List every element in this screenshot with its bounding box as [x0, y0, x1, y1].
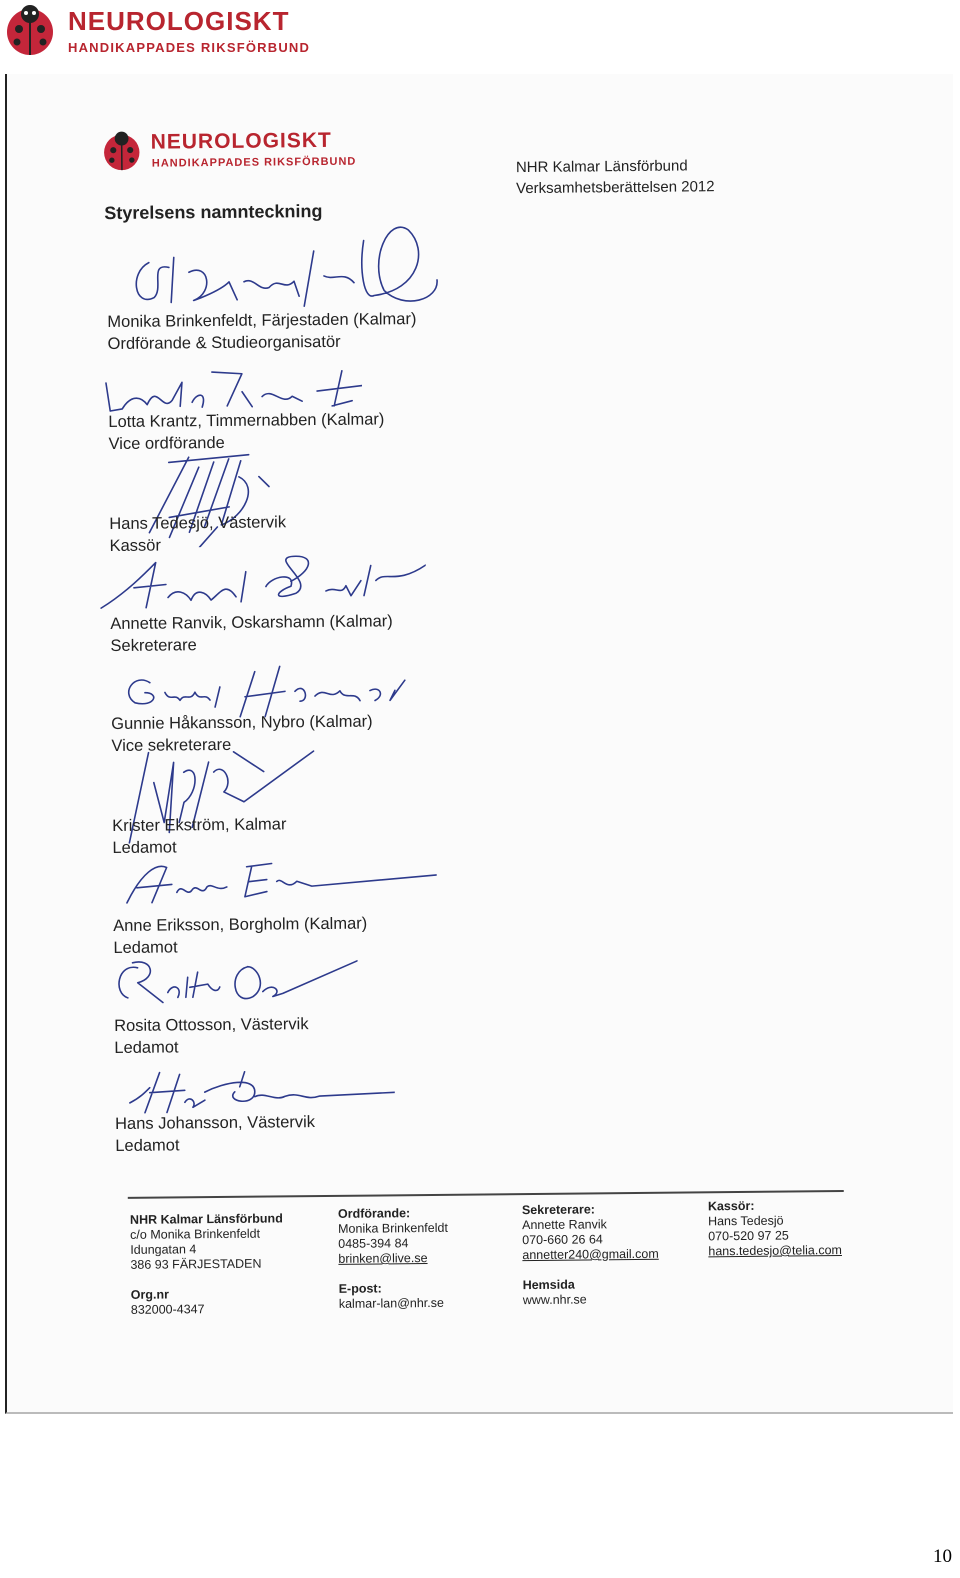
member-name: Annette Ranvik, Oskarshamn (Kalmar) [110, 612, 393, 634]
org-name: NEUROLOGISKT [68, 6, 290, 36]
footer-city: 386 93 FÄRJESTADEN [130, 1256, 262, 1272]
member-role: Vice sekreterare [111, 735, 232, 756]
footer-secretary-name: Annette Ranvik [522, 1217, 607, 1233]
member-entry [114, 1013, 309, 1059]
member-role: Ledamot [112, 838, 177, 858]
footer-treasurer-email-link[interactable]: hans.tedesjo@telia.com [708, 1243, 842, 1259]
member-name: Gunnie Håkansson, Nybro (Kalmar) [111, 712, 373, 734]
member-role: Kassör [109, 536, 161, 556]
member-name: Lotta Krantz, Timmernabben (Kalmar) [108, 410, 385, 432]
page-header [4, 2, 364, 60]
footer-chair-email-link[interactable]: brinken@live.se [338, 1251, 428, 1266]
member-entry [109, 511, 286, 557]
footer-secretary-phone: 070-660 26 64 [522, 1232, 603, 1248]
member-name: Rosita Ottosson, Västervik [114, 1015, 309, 1036]
footer-col-treasurer [708, 1198, 842, 1259]
footer-street: Idungatan 4 [130, 1242, 197, 1257]
footer-secretary-email-link[interactable]: annetter240@gmail.com [522, 1246, 659, 1263]
document-heading [516, 155, 715, 199]
doc-line-2: Verksamhetsberättelsen 2012 [516, 178, 715, 198]
footer-col-org [130, 1211, 284, 1317]
member-name: Krister Ekström, Kalmar [112, 815, 287, 836]
footer-orgnr: 832000-4347 [130, 1302, 205, 1317]
footer-treasurer-name: Hans Tedesjö [707, 1213, 784, 1229]
member-name: Anne Eriksson, Borgholm (Kalmar) [113, 914, 368, 936]
member-role: Ledamot [113, 938, 178, 958]
scan-org-subtitle: HANDIKAPPADES RIKSFÖRBUND [151, 155, 357, 170]
signature-rosita [107, 951, 358, 1013]
member-entry [115, 1111, 315, 1157]
member-role: Vice ordförande [108, 433, 225, 454]
signature-hans-j [124, 1060, 395, 1118]
member-role: Ledamot [115, 1136, 180, 1156]
footer-treasurer-label: Kassör: [707, 1198, 755, 1214]
member-entry [107, 308, 416, 355]
footer-web: www.nhr.se [522, 1292, 587, 1308]
page-title: Styrelsens namnteckning [104, 200, 323, 224]
scan-org-name: NEUROLOGISKT [150, 128, 332, 154]
footer-col-secretary [522, 1202, 659, 1308]
member-role: Sekreterare [110, 636, 197, 656]
page-number: 10 [933, 1546, 952, 1567]
member-name: Monika Brinkenfeldt, Färjestaden (Kalmar) [107, 310, 417, 332]
footer-divider [128, 1190, 844, 1199]
member-role: Ordförande & Studieorganisatör [107, 332, 341, 354]
footer-secretary-label: Sekreterare: [521, 1202, 595, 1218]
org-subtitle: HANDIKAPPADES RIKSFÖRBUND [68, 40, 311, 55]
ladybug-logo-icon [102, 131, 142, 171]
footer-email-label: E-post: [338, 1281, 382, 1296]
member-name: Hans Johansson, Västervik [114, 1113, 316, 1134]
member-role: Ledamot [114, 1038, 179, 1058]
footer-chair-name: Monika Brinkenfeldt [338, 1220, 448, 1236]
footer-co: c/o Monika Brinkenfeldt [130, 1226, 261, 1242]
footer-col-chair [338, 1206, 449, 1312]
footer-treasurer-phone: 070-520 97 25 [708, 1228, 789, 1244]
footer-web-label: Hemsida [522, 1277, 575, 1293]
member-name: Hans Tedesjö, Västervik [109, 513, 287, 534]
footer-orgnr-label: Org.nr [130, 1287, 169, 1302]
scanned-page [5, 74, 953, 1414]
ladybug-logo-icon [4, 4, 56, 56]
member-entry [110, 610, 393, 657]
footer-org-name: NHR Kalmar Länsförbund [129, 1211, 283, 1227]
doc-line-1: NHR Kalmar Länsförbund [515, 157, 688, 177]
footer-email: kalmar-lan@nhr.se [338, 1295, 444, 1311]
footer-chair-label: Ordförande: [337, 1206, 411, 1221]
footer-chair-phone: 0485-394 84 [338, 1236, 409, 1251]
signature-anne [116, 850, 437, 913]
